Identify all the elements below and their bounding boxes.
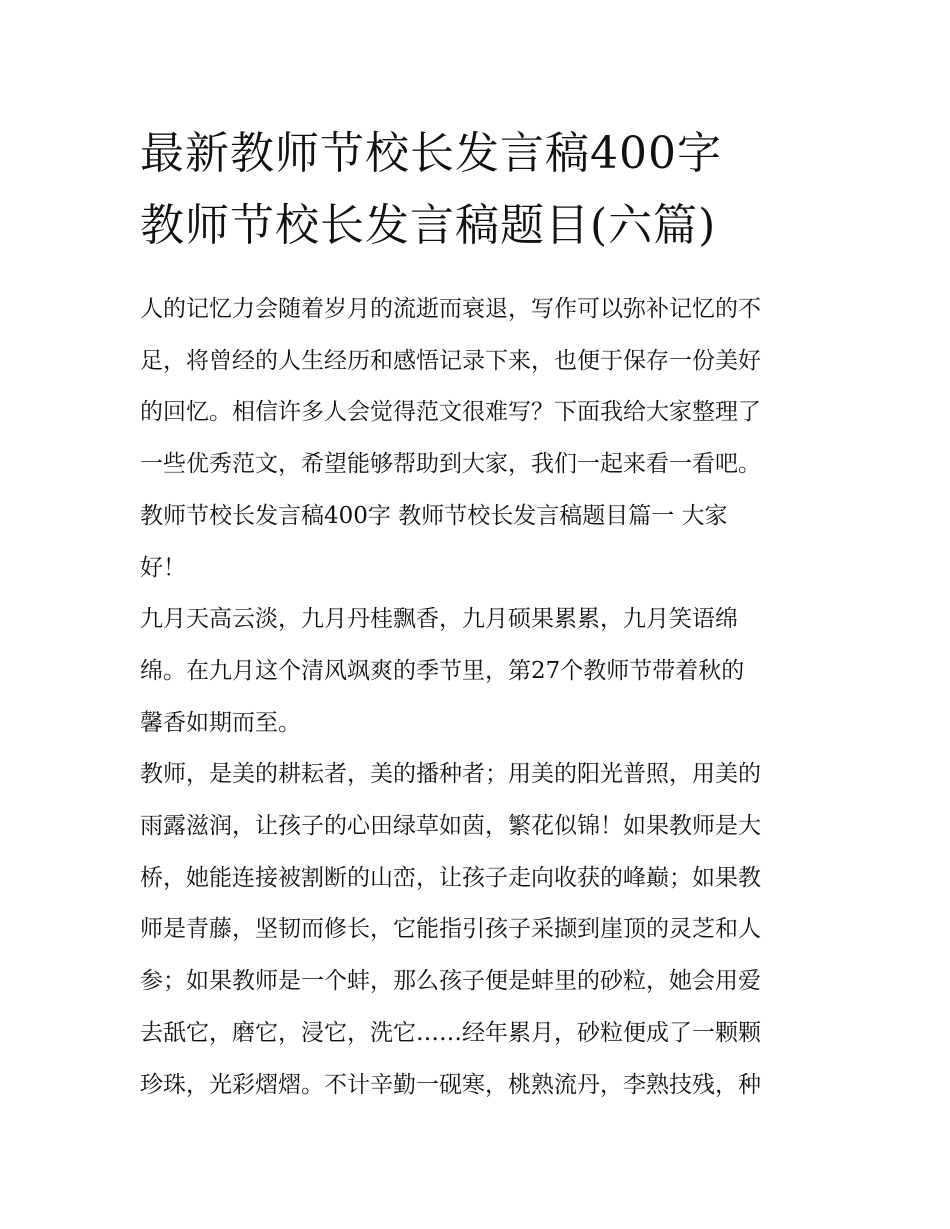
title-line: 教师节校长发言稿题目(六篇)	[140, 200, 717, 251]
document-body	[140, 284, 812, 1111]
text-line: 教师，是美的耕耘者，美的播种者；用美的阳光普照，用美的	[140, 761, 761, 788]
document-title	[140, 118, 812, 262]
text-line: 馨香如期而至。	[140, 709, 301, 736]
paragraph-september	[140, 594, 812, 749]
title-line: 最新教师节校长发言稿400字	[140, 128, 722, 179]
text-line: 教师节校长发言稿400字 教师节校长发言稿题目篇一 大家	[140, 502, 728, 529]
paragraph-heading	[140, 491, 812, 594]
text-line: 一些优秀范文，希望能够帮助到大家，我们一起来看一看吧。	[140, 451, 761, 478]
text-line: 足，将曾经的人生经历和感悟记录下来，也便于保存一份美好	[140, 347, 761, 374]
text-line: 好！	[140, 554, 186, 581]
text-line: 桥，她能连接被割断的山峦，让孩子走向收获的峰巅；如果教	[140, 864, 761, 891]
text-line: 绵。在九月这个清风飒爽的季节里，第27个教师节带着秋的	[140, 657, 745, 684]
paragraph-intro	[140, 284, 812, 491]
text-line: 的回忆。相信许多人会觉得范文很难写？下面我给大家整理了	[140, 399, 761, 426]
text-line: 雨露滋润，让孩子的心田绿草如茵，繁花似锦！如果教师是大	[140, 813, 761, 840]
text-line: 师是青藤，坚韧而修长，它能指引孩子采撷到崖顶的灵芝和人	[140, 916, 761, 943]
paragraph-teacher	[140, 749, 812, 1111]
text-line: 去舐它，磨它，浸它，洗它……经年累月，砂粒便成了一颗颗	[140, 1019, 761, 1046]
document-page	[140, 118, 812, 1111]
text-line: 人的记忆力会随着岁月的流逝而衰退，写作可以弥补记忆的不	[140, 296, 761, 322]
text-line: 珍珠，光彩熠熠。不计辛勤一砚寒，桃熟流丹，李熟技残，种	[140, 1071, 761, 1098]
text-line: 九月天高云淡，九月丹桂飘香，九月硕果累累，九月笑语绵	[140, 606, 738, 633]
text-line: 参；如果教师是一个蚌，那么孩子便是蚌里的砂粒，她会用爱	[140, 968, 761, 995]
